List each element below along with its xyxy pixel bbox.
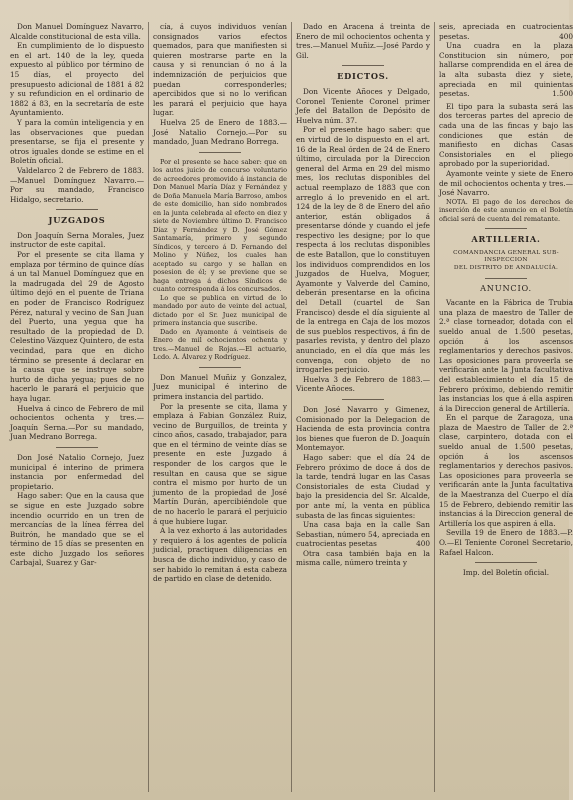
section-heading-juzgados: JUZGADOS xyxy=(48,215,106,226)
paragraph: Hago saber: que el día 24 de Febrero próximo de doce á dos de la tarde, tendrá lugar en las Casas Consistoriales de esta Ciudad y bajo la presidencia del Sr. Alcalde, por ante mí, la venta en pública subasta de las fincas siguientes: xyxy=(296,452,430,520)
item-amount: 400 xyxy=(416,539,430,549)
paragraph: Por el presente se cita llama y emplaza por término de quince días á un tal Manuel Domínguez que en la madrugada del 29 de Agosto último dejó en el puente de Triana en poder de Francisco Rodríguez Pérez, natural y vecino de San Juan del Puerto, una yegua que ha resultado de la propiedad de D. Celestino Vázquez Quintero, de esta vecindad, para que en dicho término se presente á declarar en la causa que se instruye sobre hurto de dicha yegua; pues de no hacerlo le parará el perjuicio que haya lugar. xyxy=(10,250,144,403)
paragraph: Dado en Ayamonte á veintiseis de Enero de mil ochocientos ochenta y tres.—Manuel de Rojas.—El actuario, Lcdo. A. Álvarez y Rodríguez. xyxy=(153,327,287,362)
paragraph: Lo que se publica en virtud de lo mandado por auto de veinte del actual, dictado por el Sr. Juez municipal de primera instancia que suscribe. xyxy=(153,293,287,328)
paragraph: Otra casa también baja en la misma calle, número treinta y xyxy=(296,548,430,568)
paragraph: Dado en Aracena á treinta de Enero de mil ochocientos ochenta y tres.—Manuel Muñiz.—José Pardo y Gil. xyxy=(296,22,430,60)
paragraph: Vacante en la Fábrica de Trubia una plaza de maestro de Taller de 2.ª clase torneador, dotada con el sueldo anual de 1.500 pesetas, opción á los ascensos reglamentarios y derechos pasivos. Las oposiciones para proveerla se verificarán ante la Junta facultativa del establecimiento el día 15 de Febrero próximo, debiendo remitir las instancias los que á ella aspiren á la Direccion general de Artillería. xyxy=(439,298,573,413)
imprint: Imp. del Boletín oficial. xyxy=(462,568,550,578)
divider xyxy=(485,228,527,229)
column-4 xyxy=(434,22,573,792)
paragraph: Por la presente se cita, llama y emplaza á Fabian González Ruiz, vecino de Burguillos, de treinta y cinco años, casado, trabajador, para que en el término de veinte días se presente en este Juzgado á responder de los cargos que le resultan en causa que se sigue contra el mismo por hurto de un jumento de la propiedad de José Martín Durán, apercibiéndole que de no hacerlo le parará el perjuicio á que hubiere lugar. xyxy=(153,401,287,526)
paragraph xyxy=(439,22,573,41)
divider xyxy=(199,367,241,368)
divider xyxy=(475,562,537,563)
divider xyxy=(342,65,384,66)
divider xyxy=(56,209,98,210)
divider xyxy=(485,278,527,279)
column-2 xyxy=(148,22,287,792)
paragraph: Don Manuel Domínguez Navarro, Alcalde constitucional de esta villa. xyxy=(10,22,144,41)
paragraph: Hago saber: Que en la causa que se sigue en este Juzgado sobre incendio ocurrido en un tren de mercancías de la línea férrea del Buitrón, he mandado que se el término de 15 días se presenten en este dicho Juzgado los señores Carbajal, Suarez y Gar- xyxy=(10,491,144,568)
column-1 xyxy=(10,22,144,792)
item-text: Una casa baja en la calle San Sebastian, número 54, apreciada en cuatrocientas pesetas xyxy=(296,520,430,549)
note: NOTA. El pago de los derechos de inserción de este anuncio en el Boletín oficial será de cuenta del rematante. xyxy=(439,197,573,223)
columns xyxy=(10,22,573,792)
subheading: DEL DISTRITO DE ANDALUCÍA. xyxy=(453,264,559,271)
paragraph: Y para la común inteligencia y en las observaciones que puedan presentarse, se fija el presente y otros iguales donde se estime en el Boletín oficial. xyxy=(10,117,144,166)
paragraph: Don Joaquín Serna Morales, Juez instructor de este capital. xyxy=(10,230,144,250)
item-text: Una cuadra en la plaza Constitucion sin número, por hallarse comprendida en el área de la alta subasta diez y siete, apreciada en mil quinientas pesetas. xyxy=(439,41,573,99)
divider xyxy=(199,152,241,153)
paragraph: Don Vicente Añoces y Delgado, Coronel Teniente Coronel primer Jefe del Batallon de Depósito de Huelva núm. 37. xyxy=(296,86,430,125)
section-heading-edictos: EDICTOS. xyxy=(337,71,389,82)
paragraph xyxy=(439,41,573,99)
paragraph: Huelva 25 de Enero de 1883.—José Natalio Cornejo.—Por su mandado, Juan Medrano Borrega. xyxy=(153,117,287,147)
divider xyxy=(56,447,98,448)
item-text: seis, apreciada en cuatrocientas pesetas. xyxy=(439,22,573,41)
paragraph: A la vez exhorto á las autoridades y requiero á los agentes de policía judicial, practiquen diligencias en busca de dicho individuo, y caso de ser habido lo remitan á esta cabeza de partido en clase de detenido. xyxy=(153,526,287,584)
paragraph: cía, á cuyos individuos venían consignados varios efectos quemados, para que manifiesten si quieren mostrarse parte en la causa y si renuncian ó no á la indemnización de perjuicios que puedan corresponderles; apercibidos que si no lo verifican les parará el perjuicio que haya lugar. xyxy=(153,22,287,118)
divider xyxy=(342,399,384,400)
paragraph: Por el presente hago saber: que en virtud de lo dispuesto en el art. 16 de la Real órden de 24 de Enero último, circulada por la Direccion general del Arma en 29 del mismo mes, los reclutas disponibles del actual reemplazo de 1883 que con arreglo á lo prevenido en el art. 124 de la ley de 8 de Enero del año anterior, están obligados á presentarse dónde y cuando el jefe respectivo les designe; por lo que respecta á los reclutas disponibles de este Batallon, que lo constituyen los individuos comprendidos en los Juzgados de Huelva, Moguer, Ayamonte y Valverde del Camino, deberán presentarse en la oficina del Detall (cuartel de San Francisco) desde el día siguiente al de la entrega en Caja de los mozos de sus pueblos respectivos, á fin de pasarles revista, y dentro del plazo anunciado, en el día que más les convenga, con objeto de no irrogarles perjuicio. xyxy=(296,125,430,375)
paragraph: Don Manuel Muñiz y Gonzalez, Juez municipal é interino de primera instancia del partido. xyxy=(153,372,287,401)
item-amount: 400 xyxy=(559,31,573,41)
paragraph: En el parque de Zaragoza, una plaza de Maestro de Taller de 2.ª clase, carpintero, dotada con el sueldo anual de 1.500 pesetas, opción á los ascensos reglamentarios y derechos pasivos. Las oposiciones para proveerla se verificarán ante la Junta facultativa de la Maestranza del Cuerpo el día 15 de Febrero, debiendo remitir las instancias á la Direccion general de Artillería los que aspiren á ella. xyxy=(439,413,573,528)
paragraph: Sevilla 19 de Enero de 1883.—P. O.—El Teniente Coronel Secretario, Rafael Halcon. xyxy=(439,528,573,557)
paragraph: Don José Navarro y Gimenez, Comisionado por la Delegacion de Hacienda de esta provincia contra los bienes que fueron de D. Joaquín Montemayor. xyxy=(296,404,430,453)
item-amount: 1.500 xyxy=(552,89,573,99)
paragraph: Huelva 3 de Febrero de 1883.—Vicente Añoces. xyxy=(296,374,430,394)
paragraph: Por el presente se hace saber: que en los autos juicio de concurso voluntario de acreedores promovido á instancia de Don Manuel María Díaz y Fernández y de Doña Manuela María Barroso, ambos de este domicilio, han sido nombrados en la junta celebrada al efecto en diez y siete de Noviembre último D. Francisco Díaz y Fernández y D. José Gómez Santamaría, primero y segundo Síndicos, y tercero á D. Fernando del Molino y Núñez, los cuales han aceptado su cargo y se hallan en posesion de él; y se previene que se haga entrega á dichos Síndicos de cuanto corresponda á los concursados. xyxy=(153,157,287,294)
paragraph: El tipo para la subasta será las dos terceras partes del aprecio de cada una de las fincas y bajo las condiciones que están de manifiesto en dichas Casas Consistoriales en el pliego aprobado por la superioridad. xyxy=(439,101,573,169)
paragraph: En cumplimiento de lo dispuesto en el art. 140 de la ley, queda expuesto al público por término de 15 días, el proyecto del presupuesto adicional de 1881 á 82 y su refundicion en el ordinario de 1882 á 83, en la secretaría de este Ayuntamiento. xyxy=(10,41,144,118)
paragraph: Huelva á cinco de Febrero de mil ochocientos ochenta y tres.—Joaquín Serna.—Por su mandado, Juan Medrano Borrega. xyxy=(10,403,144,442)
section-heading-anuncio: ANUNCIO. xyxy=(480,282,532,293)
paragraph: Ayamonte veinte y siete de Enero de mil ochocientos ochenta y tres.—José Navarro. xyxy=(439,168,573,198)
section-heading-artilleria: ARTILLERIA. xyxy=(471,234,541,245)
paragraph xyxy=(296,520,430,549)
column-3 xyxy=(291,22,430,792)
subheading: COMANDANCIA GENERAL SUB-INSPECCION xyxy=(453,249,559,264)
paragraph: Don José Natalio Cornejo, Juez municipal é interino de primera instancia por enfermedad del propietario. xyxy=(10,452,144,491)
paragraph: Valdelarco 2 de Febrero de 1883.—Manuel Domínguez Navarro.—Por su mandado, Francisco Hidalgo, secretario. xyxy=(10,165,144,204)
